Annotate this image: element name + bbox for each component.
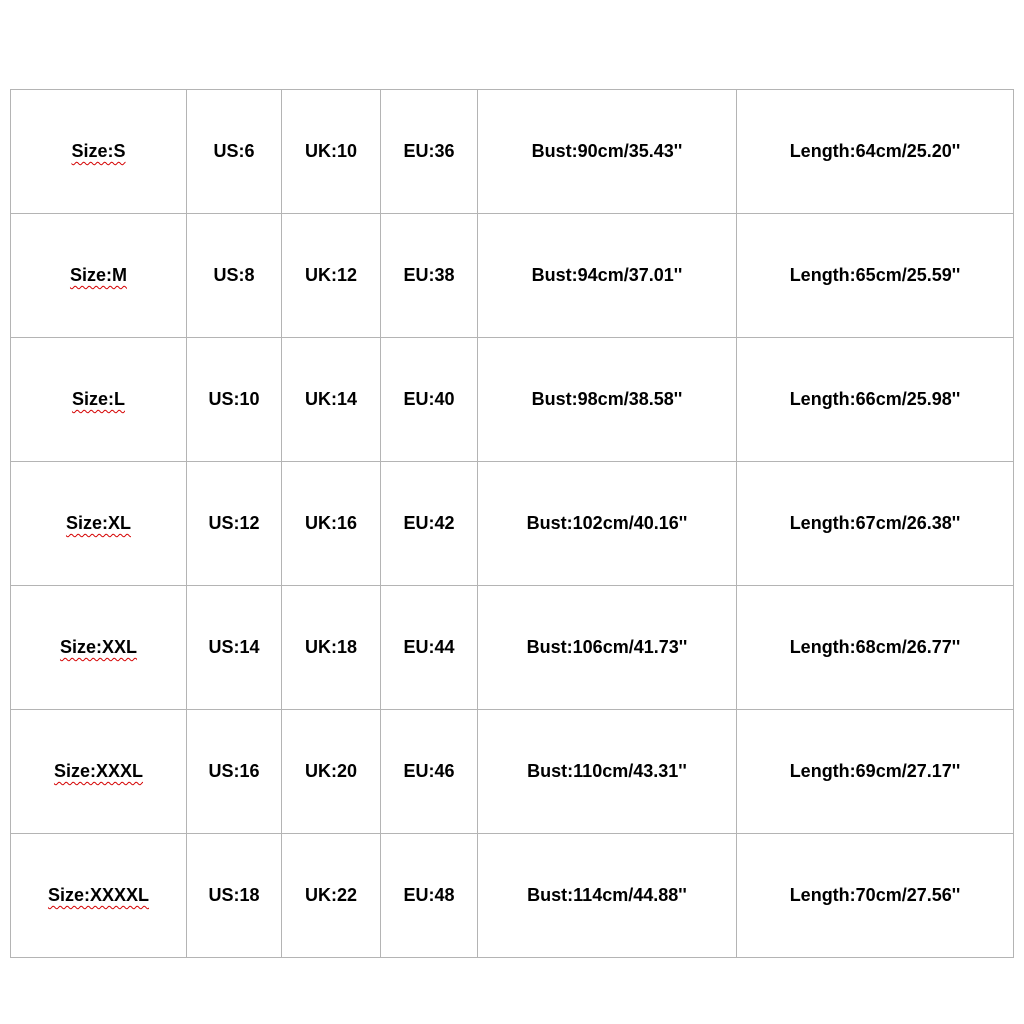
length-cell: Length:64cm/25.20'' [737, 90, 1014, 214]
uk-size-cell: UK:14 [282, 338, 381, 462]
length-cell: Length:70cm/27.56'' [737, 834, 1014, 958]
eu-size-cell: EU:46 [381, 710, 478, 834]
bust-cell: Bust:102cm/40.16'' [478, 462, 737, 586]
size-chart-table [10, 89, 1014, 958]
table-row [11, 710, 1014, 834]
uk-size-cell: UK:12 [282, 214, 381, 338]
us-size-cell: US:6 [187, 90, 282, 214]
table-row [11, 214, 1014, 338]
size-label: Size:XL [65, 513, 131, 533]
size-cell [11, 834, 187, 958]
length-cell: Length:65cm/25.59'' [737, 214, 1014, 338]
eu-size-cell: EU:36 [381, 90, 478, 214]
bust-cell: Bust:98cm/38.58'' [478, 338, 737, 462]
length-cell: Length:66cm/25.98'' [737, 338, 1014, 462]
bust-cell: Bust:106cm/41.73'' [478, 586, 737, 710]
bust-cell: Bust:110cm/43.31'' [478, 710, 737, 834]
eu-size-cell: EU:48 [381, 834, 478, 958]
size-cell [11, 710, 187, 834]
length-cell: Length:69cm/27.17'' [737, 710, 1014, 834]
eu-size-cell: EU:38 [381, 214, 478, 338]
size-cell [11, 586, 187, 710]
length-cell: Length:67cm/26.38'' [737, 462, 1014, 586]
us-size-cell: US:12 [187, 462, 282, 586]
eu-size-cell: EU:42 [381, 462, 478, 586]
table-row [11, 90, 1014, 214]
size-label: Size:XXL [59, 637, 138, 657]
uk-size-cell: UK:10 [282, 90, 381, 214]
size-label: Size:L [71, 389, 125, 409]
table-row [11, 834, 1014, 958]
size-label: Size:XXXL [53, 761, 144, 781]
bust-cell: Bust:94cm/37.01'' [478, 214, 737, 338]
size-label: Size:M [69, 265, 127, 285]
us-size-cell: US:14 [187, 586, 282, 710]
table-row [11, 462, 1014, 586]
us-size-cell: US:10 [187, 338, 282, 462]
us-size-cell: US:8 [187, 214, 282, 338]
eu-size-cell: EU:40 [381, 338, 478, 462]
us-size-cell: US:18 [187, 834, 282, 958]
length-cell: Length:68cm/26.77'' [737, 586, 1014, 710]
size-label: Size:S [71, 141, 126, 161]
us-size-cell: US:16 [187, 710, 282, 834]
eu-size-cell: EU:44 [381, 586, 478, 710]
uk-size-cell: UK:16 [282, 462, 381, 586]
size-cell [11, 214, 187, 338]
uk-size-cell: UK:22 [282, 834, 381, 958]
bust-cell: Bust:114cm/44.88'' [478, 834, 737, 958]
bust-cell: Bust:90cm/35.43'' [478, 90, 737, 214]
size-cell [11, 338, 187, 462]
uk-size-cell: UK:18 [282, 586, 381, 710]
table-row [11, 586, 1014, 710]
size-cell [11, 90, 187, 214]
size-label: Size:XXXXL [47, 885, 150, 905]
size-cell [11, 462, 187, 586]
uk-size-cell: UK:20 [282, 710, 381, 834]
table-row [11, 338, 1014, 462]
